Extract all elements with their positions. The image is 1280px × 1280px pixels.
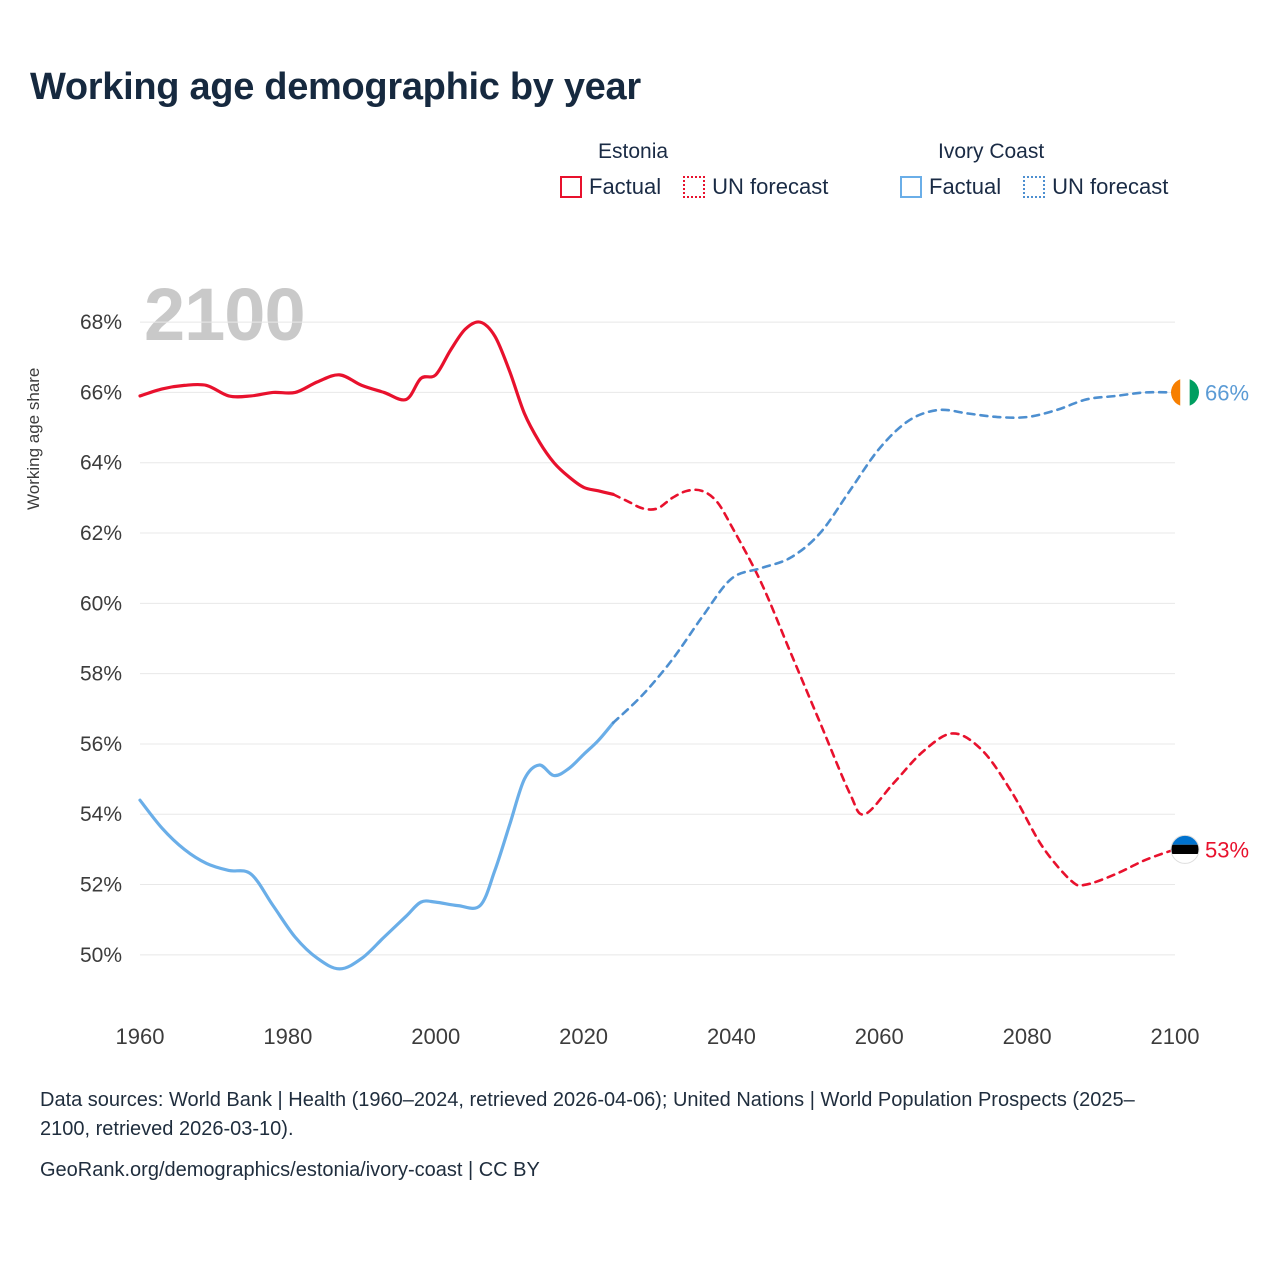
y-axis-tick: 50% [79,943,122,967]
x-axis-tick: 1960 [115,1024,165,1049]
legend-group-title: Ivory Coast [938,140,1045,163]
legend-item-label: Factual [589,174,662,199]
x-axis-tick: 2000 [411,1024,461,1049]
footer-sources [40,1086,1180,1185]
year-watermark: 2100 [144,273,305,356]
end-label-ivory-coast: 66% [1205,380,1250,406]
x-axis-tick: 2060 [854,1024,904,1049]
y-axis-tick: 58% [79,662,122,686]
footer-line-2: GeoRank.org/demographics/estonia/ivory-coast | CC BY [40,1159,540,1181]
x-axis-tick: 2080 [1002,1024,1052,1049]
end-label-estonia: 53% [1205,837,1250,863]
y-axis-label: Working age share [24,367,43,510]
legend-item-label: Factual [929,174,1002,199]
y-axis-tick: 56% [79,732,122,756]
legend-item-label: UN forecast [1052,174,1169,199]
x-axis-tick: 2020 [559,1024,609,1049]
series-line [613,490,1175,886]
legend-group-title: Estonia [598,140,669,163]
y-axis-tick: 66% [79,381,122,405]
x-axis-tick: 2100 [1150,1024,1200,1049]
series-line [140,723,613,969]
footer-line-1: Data sources: World Bank | Health (1960–2024, retrieved 2026-04-06); United Nations | World Population Prospects (2025–2100, retrieved 2026-03-10). [40,1089,1135,1140]
x-axis-tick: 2040 [706,1024,756,1049]
y-axis-tick: 62% [79,522,122,546]
ivory-coast-flag-icon [1171,378,1249,406]
y-axis-tick: 68% [79,311,122,335]
y-axis-tick: 52% [79,873,122,897]
x-axis-tick: 1980 [263,1024,313,1049]
y-axis-tick: 54% [79,803,122,827]
y-axis-tick: 60% [79,592,122,616]
series-line [140,322,613,494]
legend-item-label: UN forecast [712,174,829,199]
y-axis-tick: 64% [79,451,122,475]
estonia-flag-icon [1171,835,1249,863]
page-title: Working age demographic by year [30,66,641,108]
